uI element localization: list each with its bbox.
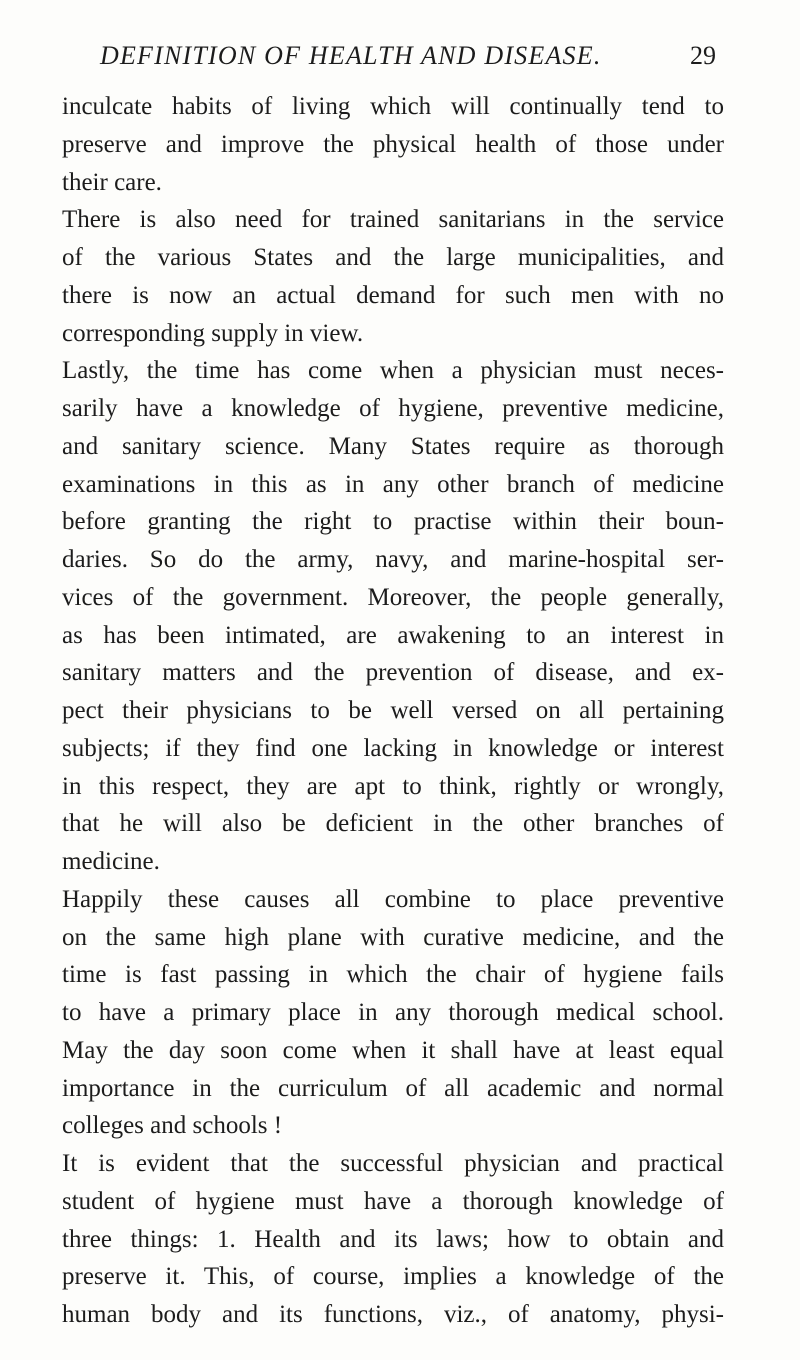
- text-line: Happily these causes all combine to place preventive: [62, 885, 724, 913]
- text-line: pect their physicians to be well versed on all pertaining: [62, 697, 724, 724]
- text-line: May the day soon come when it shall have at least equal: [62, 1036, 724, 1064]
- text-line: It is evident that the successful physician and practical: [62, 1150, 724, 1177]
- text-line: vices of the government. Moreover, the people generally,: [62, 583, 724, 611]
- text-line: colleges and schools !: [62, 1112, 283, 1140]
- text-line: preserve it. This, of course, implies a knowledge of the: [62, 1263, 724, 1291]
- text-line: There is also need for trained sanitarians in the service: [62, 206, 724, 234]
- text-line: sarily have a knowledge of hygiene, preventive medicine,: [62, 395, 724, 422]
- page-number: 29: [690, 41, 716, 70]
- text-line: and sanitary science. Many States require as thorough: [62, 432, 724, 460]
- text-line: of the various States and the large municipalities, and: [62, 244, 724, 271]
- text-line: before granting the right to practise within their boun-: [62, 508, 724, 536]
- text-line: time is fast passing in which the chair of hygiene fails: [62, 961, 724, 989]
- text-line: to have a primary place in any thorough medical school.: [62, 999, 724, 1026]
- text-line: sanitary matters and the prevention of disease, and ex-: [62, 659, 724, 687]
- text-line: preserve and improve the physical health of those under: [62, 130, 724, 158]
- text-line: student of hygiene must have a thorough knowledge of: [62, 1187, 724, 1215]
- text-line: as has been intimated, are awakening to an interest in: [62, 621, 724, 649]
- text-line: human body and its functions, viz., of anatomy, physi-: [62, 1301, 724, 1328]
- text-line: there is now an actual demand for such men with no: [62, 281, 724, 309]
- text-line: on the same high plane with curative medicine, and the: [62, 923, 724, 951]
- running-head: [100, 36, 716, 76]
- text-line: corresponding supply in view.: [62, 319, 364, 347]
- text-line: subjects; if they find one lacking in knowledge or interest: [62, 734, 724, 762]
- text-line: in this respect, they are apt to think, rightly or wrongly,: [62, 772, 724, 800]
- text-line: that he will also be deficient in the other branches of: [62, 810, 724, 838]
- text-line: medicine.: [62, 848, 160, 875]
- body-text: [62, 88, 724, 1334]
- running-title: DEFINITION OF HEALTH AND DISEASE.: [100, 41, 602, 70]
- text-line: examinations in this as in any other branch of medicine: [62, 470, 724, 498]
- text-line: inculcate habits of living which will continually tend to: [62, 93, 724, 120]
- text-line: Lastly, the time has come when a physician must neces-: [62, 357, 724, 385]
- text-line: daries. So do the army, navy, and marine-hospital ser-: [62, 546, 724, 573]
- text-line: importance in the curriculum of all academic and normal: [62, 1074, 724, 1102]
- text-line: their care.: [62, 168, 162, 196]
- text-line: three things: 1. Health and its laws; how to obtain and: [62, 1225, 724, 1253]
